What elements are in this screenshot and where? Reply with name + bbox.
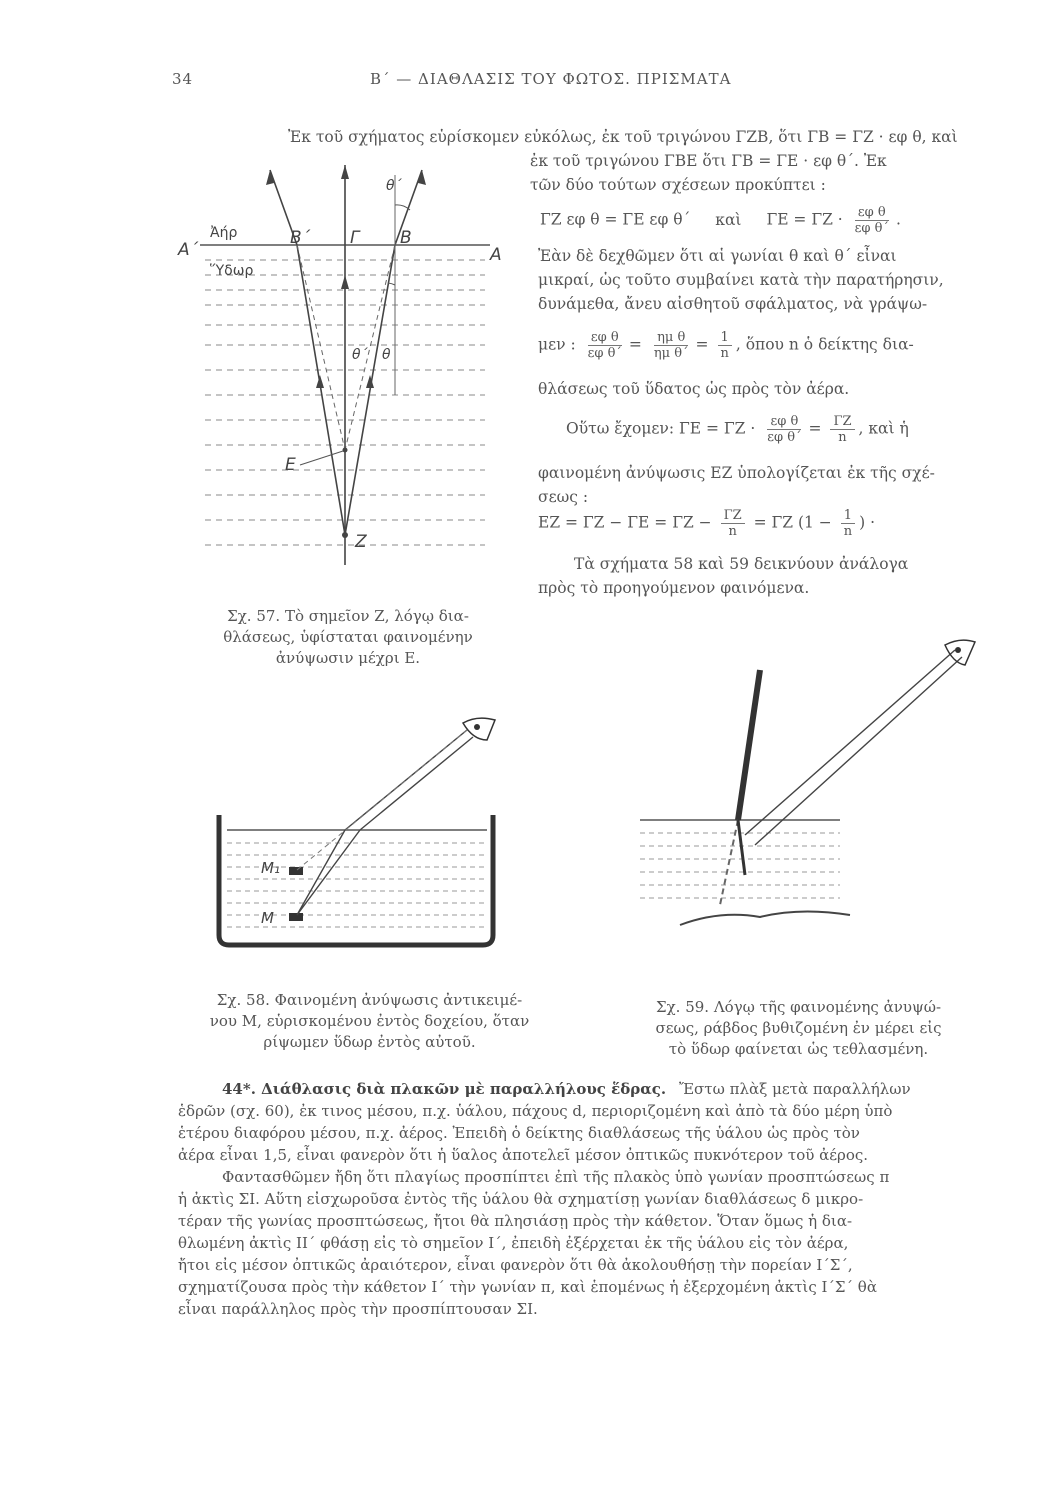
label-water: Ὕδωρ bbox=[210, 263, 254, 279]
ray-1 bbox=[745, 650, 955, 835]
eye-pupil bbox=[474, 724, 480, 730]
fraction: $\frac{\text{εφ θ}}{\text{εφ θ΄}}$ bbox=[587, 330, 622, 361]
leader-E bbox=[300, 451, 343, 465]
label-Z: Ζ bbox=[355, 532, 367, 552]
derivation-line: ἐκ τοῦ τριγώνου ΓΒΕ ὅτι ΓΒ = ΓΕ · εφ θ΄. Ἐκ bbox=[530, 152, 887, 170]
fraction: $\frac{1}{n}$ bbox=[717, 330, 731, 361]
fraction: $\frac{\text{εφ θ}}{\text{εφ θ΄}}$ bbox=[767, 414, 802, 445]
figure-57 bbox=[160, 165, 520, 585]
running-title: Β΄ — ΔΙΑΘΛΑΣΙΣ ΤΟΥ ΦΩΤΟΣ. ΠΡΙΣΜΑΤΑ bbox=[370, 70, 732, 88]
paragraph-line: Φαντασθῶμεν ἤδη ὅτι πλαγίως προσπίπτει ἐπὶ τῆς πλακὸς ὑπὸ γωνίαν προσπτώσεως π bbox=[222, 1168, 890, 1186]
ray-right-water bbox=[345, 245, 395, 535]
label-A-right: Α bbox=[490, 245, 502, 265]
label-theta-prime: θ΄ bbox=[352, 347, 368, 363]
page-number: 34 bbox=[172, 70, 194, 88]
paragraph-line: ἤτοι εἰς μέσον ὀπτικῶς ἀραιότερον, εἶναι φανερὸν ὅτι θὰ ἀκολουθήσῃ τὴν πορείαν Ι΄Σ΄, bbox=[178, 1256, 853, 1274]
paragraph-line: εἶναι παράλληλος πρὸς τὴν προσπίπτουσαν ΣΙ. bbox=[178, 1300, 538, 1318]
ray-2-air bbox=[360, 737, 473, 830]
figure-59-caption: Σχ. 59. Λόγῳ τῆς φαινομένης ἀνυψώ- σεως, ράβδος βυθιζομένη ἐν μέρει εἰς τὸ ὕδωρ φαίνεται ὡς τεθλασμένη. bbox=[655, 998, 942, 1058]
paragraph-line: θλωμένη ἀκτὶς ΙΙ΄ φθάσῃ εἰς τὸ σημεῖον Ι΄, ἐπειδὴ ἐξέρχεται ἐκ τῆς ὑάλου εἰς τὸν ἀέρα, bbox=[178, 1234, 849, 1252]
section-44-first-line: 44*. Διάθλασις διὰ πλακῶν μὲ παραλλήλους ἕδρας. Ἔστω πλὰξ μετὰ παραλλήλων bbox=[222, 1080, 911, 1098]
label-M: Μ bbox=[261, 909, 274, 927]
derivation-line: θλάσεως τοῦ ὕδατος ὡς πρὸς τὸν ἀέρα. bbox=[538, 380, 850, 398]
label-B-prime: Β΄ bbox=[290, 228, 311, 248]
equation-2: μεν : $\frac{\text{εφ θ}}{\text{εφ θ΄}}$ = $\frac{\text{ημ θ}}{\text{ημ θ΄}}$ = $\frac{1}{n}$ , ὅπου n ὁ δείκτης δια- bbox=[538, 330, 914, 361]
ray-arrows bbox=[266, 165, 426, 388]
fraction: $\frac{1}{n}$ bbox=[841, 508, 855, 539]
eye-icon bbox=[945, 640, 975, 665]
fraction: $\frac{\text{ημ θ}}{\text{ημ θ΄}}$ bbox=[653, 330, 689, 361]
figure-59 bbox=[620, 625, 1000, 955]
fraction: $\frac{\Gamma Z}{n}$ bbox=[721, 508, 745, 539]
label-M1: Μ₁ bbox=[261, 859, 280, 877]
label-B: Β bbox=[400, 228, 412, 248]
section-heading: 44*. Διάθλασις διὰ πλακῶν μὲ παραλλήλους ἕδρας. bbox=[222, 1080, 667, 1098]
paragraph-line: ἑδρῶν (σχ. 60), ἐκ τινος μέσου, π.χ. ὑάλου, πάχους d, περιοριζομένη καὶ ἀπὸ τὰ δύο μέρη ὑπὸ bbox=[178, 1102, 893, 1120]
ground bbox=[680, 911, 850, 925]
derivation-line: δυνάμεθα, ἄνευ αἰσθητοῦ σφάλματος, νὰ γράψω- bbox=[538, 295, 928, 313]
point-Z bbox=[342, 532, 348, 538]
label-A-left: Α΄ bbox=[178, 240, 199, 260]
stick-above-water bbox=[738, 670, 760, 820]
derivation-line: σεως : bbox=[538, 488, 589, 506]
label-Gamma: Γ bbox=[350, 228, 360, 248]
eye-pupil bbox=[955, 647, 961, 653]
paragraph-line: ἑτέρου διαφόρου μέσου, π.χ. ἀέρος. Ἐπειδὴ ὁ δείκτης διαθλάσεως τῆς ὑάλου ὡς πρὸς τὸν bbox=[178, 1124, 860, 1142]
derivation-line: Ἐὰν δὲ δεχθῶμεν ὅτι αἱ γωνίαι θ καὶ θ΄ εἶναι bbox=[538, 247, 897, 265]
paragraph-line: σχηματίζουσα πρὸς τὴν κάθετον Ι΄ τὴν γωνίαν π, καὶ ἑπομένως ἡ ἐξερχομένη ἀκτὶς Ι΄Σ΄ θὰ bbox=[178, 1278, 877, 1296]
derivation-line: Ἐκ τοῦ σχήματος εὑρίσκομεν εὐκόλως, ἐκ τοῦ τριγώνου ΓΖΒ, ὅτι ΓΒ = ΓΖ · εφ θ, καὶ bbox=[288, 128, 958, 146]
paragraph-line: τέραν τῆς γωνίας προσπτώσεως, ἤτοι θὰ πλησιάσῃ πρὸς τὴν κάθετον. Ὅταν ὅμως ἡ δια- bbox=[178, 1212, 853, 1230]
fraction: $\frac{\Gamma Z}{n}$ bbox=[830, 414, 854, 445]
ray-left-water bbox=[297, 245, 345, 535]
object-M1 bbox=[289, 867, 303, 875]
equation-1: ΓΖ εφ θ = ΓΕ εφ θ΄ καὶ ΓΕ = ΓΖ · $\frac{\text{εφ θ}}{\text{εφ θ΄}}$ . bbox=[540, 205, 901, 236]
equation-3: Οὕτω ἔχομεν: ΓΕ = ΓΖ · $\frac{\text{εφ θ}}{\text{εφ θ΄}}$ = $\frac{\Gamma Z}{n}$ , καὶ ἡ bbox=[566, 414, 909, 445]
figure-58-caption: Σχ. 58. Φαινομένη ἀνύψωσις ἀντικειμέ- νου Μ, εὑρισκομένου ἐντὸς δοχείου, ὅταν ρίψωμεν ὕδωρ ἐντὸς αὐτοῦ. bbox=[209, 991, 530, 1051]
derivation-line: τῶν δύο τούτων σχέσεων προκύπτει : bbox=[530, 176, 826, 194]
ray-1-air bbox=[345, 730, 467, 830]
figure-58 bbox=[205, 695, 525, 955]
equation-4: ΕΖ = ΓΖ − ΓΕ = ΓΖ − $\frac{\Gamma Z}{n}$ = ΓΖ (1 − $\frac{1}{n}$ ) · bbox=[538, 508, 876, 539]
point-E bbox=[343, 448, 348, 453]
paragraph-line: ἡ ἀκτὶς ΣΙ. Αὕτη εἰσχωροῦσα ἐντὸς τῆς ὑάλου θὰ σχηματίσῃ γωνίαν διαθλάσεως δ μικρο- bbox=[178, 1190, 864, 1208]
label-theta-prime-top: θ΄ bbox=[386, 178, 402, 194]
object-M bbox=[289, 913, 303, 921]
derivation-line: μικραί, ὡς τοῦτο συμβαίνει κατὰ τὴν παρατήρησιν, bbox=[538, 271, 944, 289]
apparent-ray-left bbox=[297, 245, 345, 450]
figure-57-caption: Σχ. 57. Τὸ σημεῖον Ζ, λόγῳ δια- θλάσεως, ὑφίσταται φαινομένην ἀνύψωσιν μέχρι Ε. bbox=[223, 607, 473, 667]
label-theta: θ bbox=[382, 347, 391, 363]
paragraph-line: ἀέρα εἶναι 1,5, εἶναι φανερὸν ὅτι ἡ ὕαλος ἀποτελεῖ μέσον ὀπτικῶς πυκνότερον τοῦ ἀέρος. bbox=[178, 1146, 869, 1164]
label-air: Ἀήρ bbox=[210, 225, 238, 241]
stick-apparent bbox=[738, 820, 745, 875]
label-E: Ε bbox=[285, 455, 296, 475]
ray-2 bbox=[755, 657, 962, 845]
derivation-line: Τὰ σχήματα 58 καὶ 59 δεικνύουν ἀνάλογα bbox=[574, 555, 909, 573]
derivation-line: πρὸς τὸ προηγούμενον φαινόμενα. bbox=[538, 579, 810, 597]
fraction: $\frac{\text{εφ θ}}{\text{εφ θ΄}}$ bbox=[854, 205, 889, 236]
derivation-line: φαινομένη ἀνύψωσις ΕΖ ὑπολογίζεται ἐκ τῆς σχέ- bbox=[538, 464, 935, 482]
